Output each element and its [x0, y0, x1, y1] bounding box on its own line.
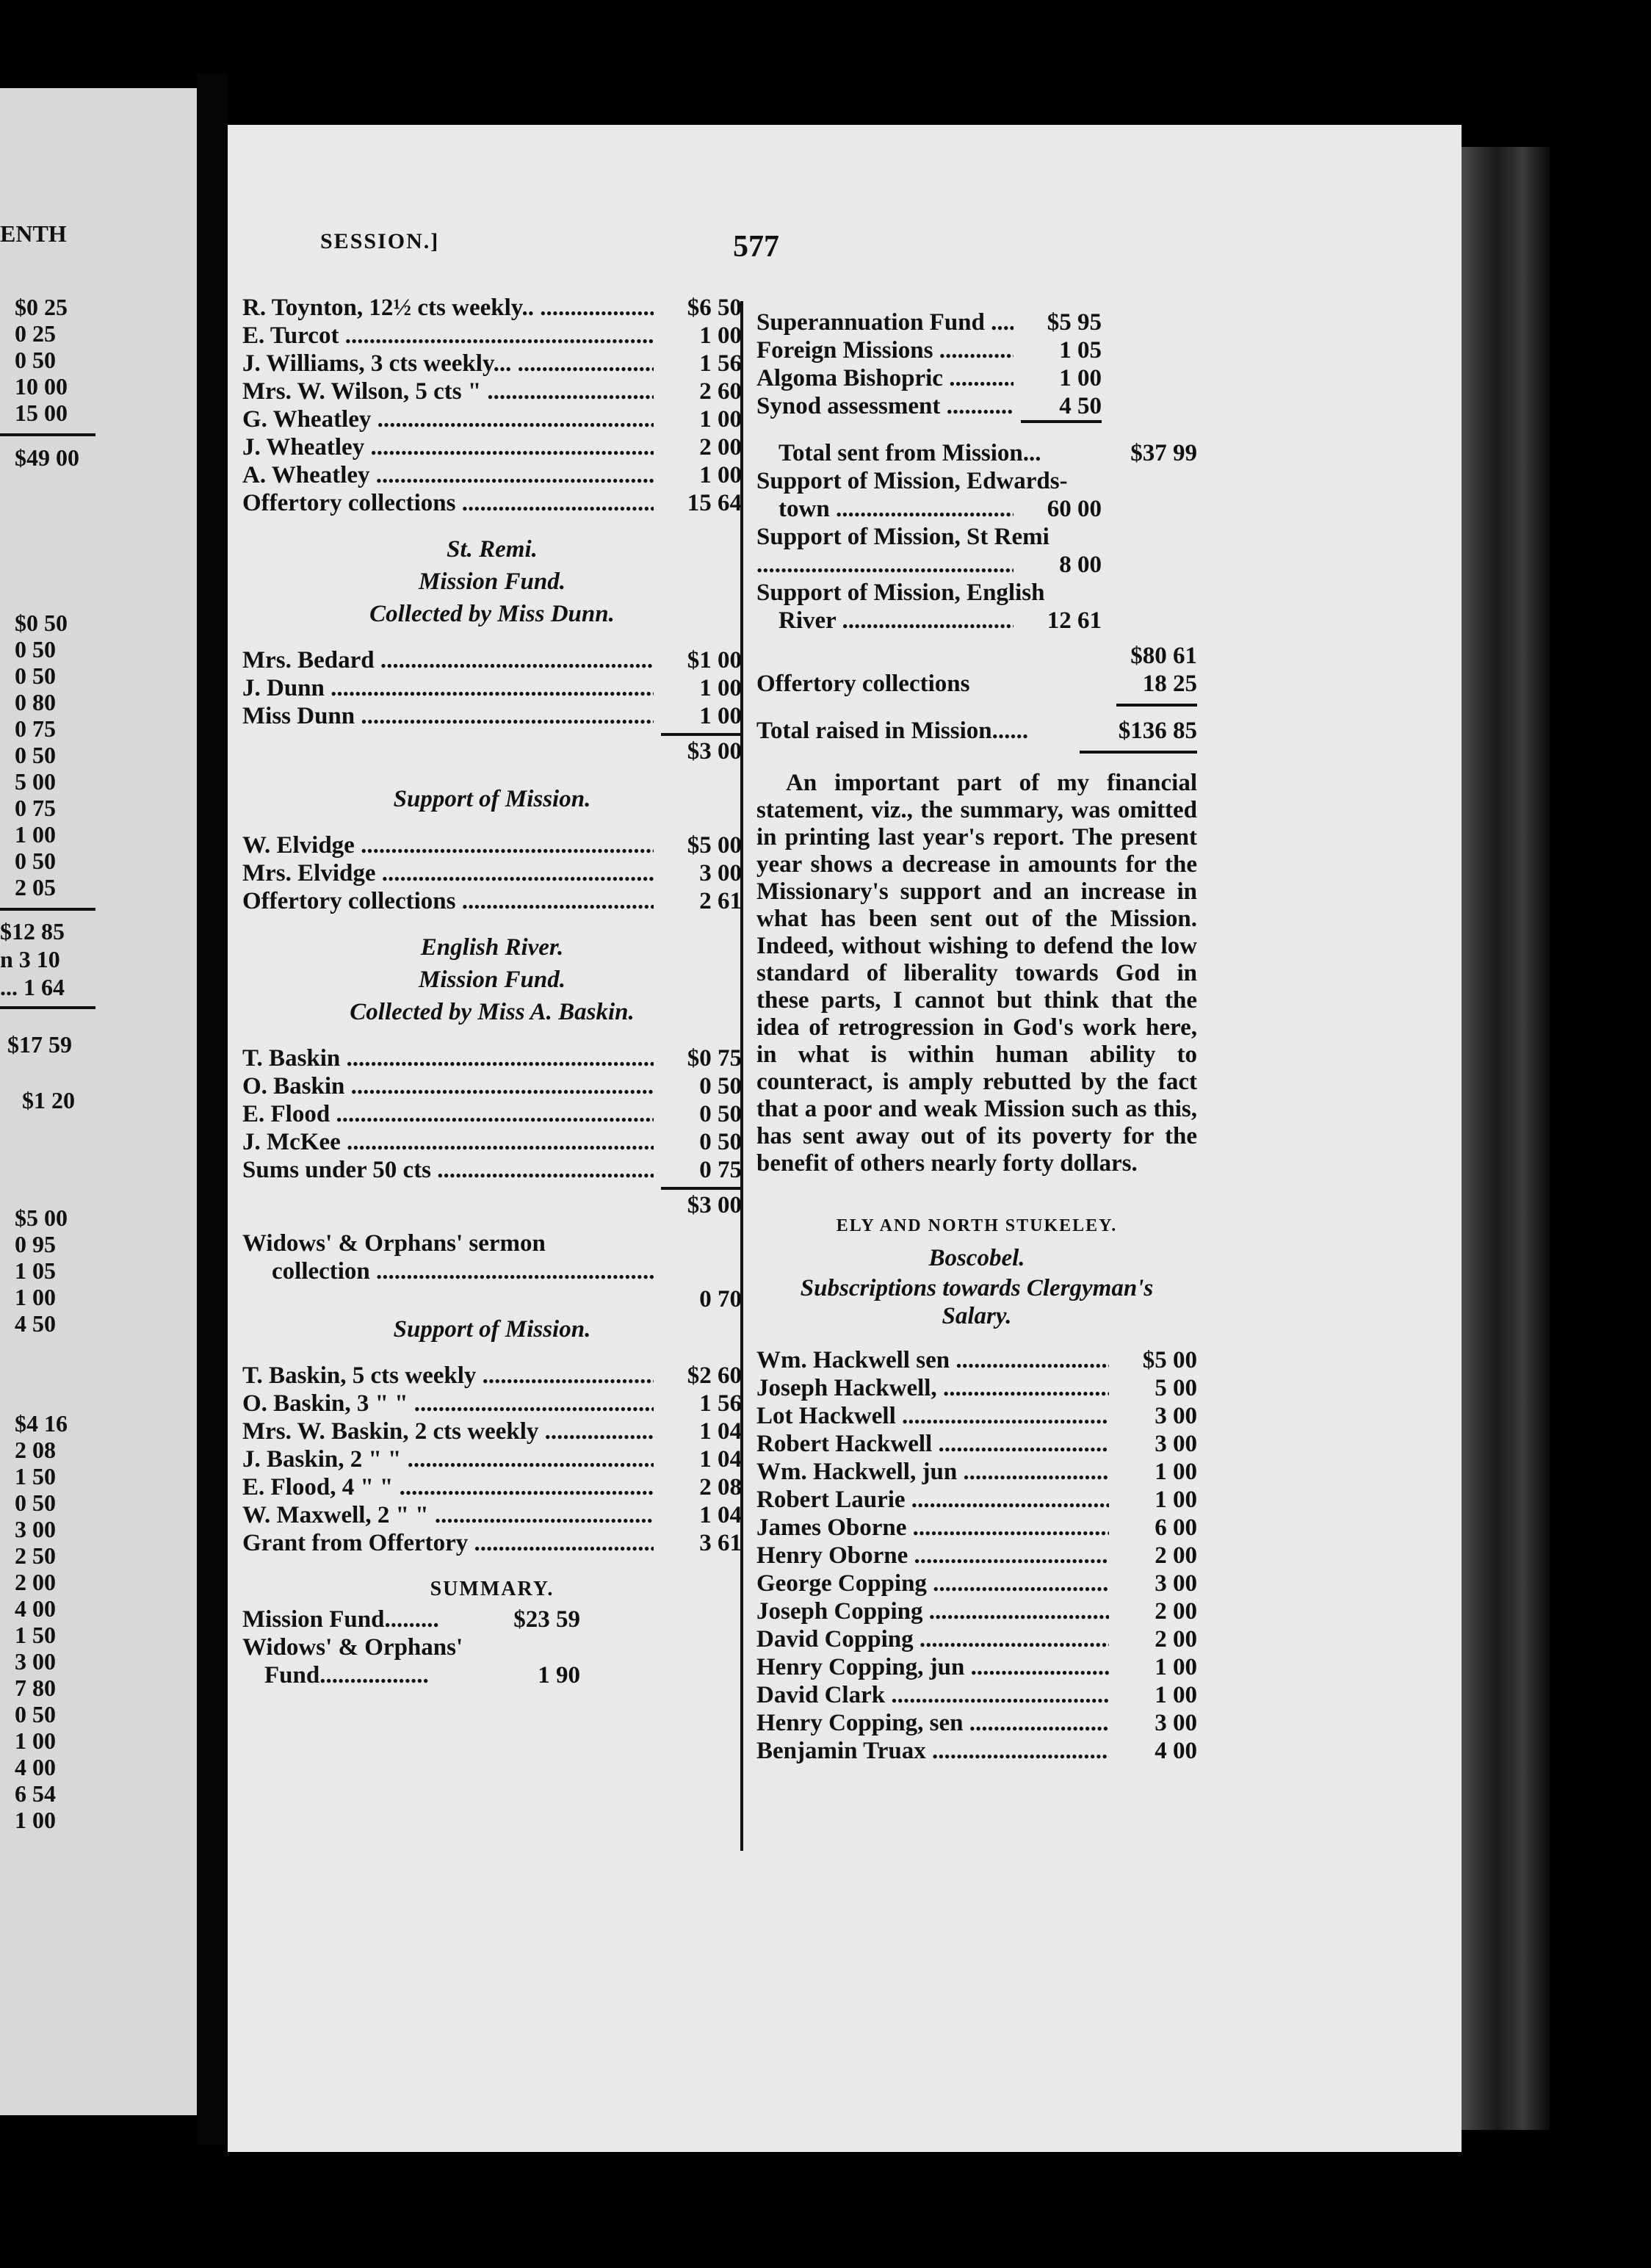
contribution-row-name: G. Wheatley .....	[242, 405, 654, 433]
salary-row	[756, 1346, 1197, 1374]
baskin-row-name: O. Baskin .....	[242, 1072, 654, 1100]
support-edwardstown-row	[756, 495, 1102, 523]
dunn-row-name: J. Dunn .....	[242, 674, 654, 702]
summary-widows-row	[242, 1661, 580, 1689]
support-row-name: Grant from Offertory .....	[242, 1529, 654, 1557]
contribution-row-amount: 1 00	[699, 322, 742, 349]
baskin-list	[242, 1044, 742, 1184]
contribution-row	[242, 461, 742, 489]
support-row	[242, 1362, 742, 1390]
book-page-edges	[1462, 147, 1550, 2130]
contribution-row-amount: 2 60	[699, 378, 742, 405]
sent-row	[756, 336, 1102, 364]
support-row	[242, 1390, 742, 1418]
salary-row	[756, 1737, 1197, 1765]
total-raised-amount: $136 85	[1118, 718, 1197, 744]
salary-list	[756, 1346, 1197, 1765]
salary-row-amount: 2 00	[1155, 1626, 1197, 1653]
st-remi-heading: St. Remi.	[447, 536, 538, 563]
mission-fund-heading-2: Mission Fund.	[419, 967, 566, 993]
left-amount: 2 00	[15, 1569, 56, 1595]
elvidge-list	[242, 831, 742, 915]
widows-row	[242, 1257, 742, 1285]
left-amount: $4 16	[15, 1410, 68, 1437]
left-header-fragment: ENTH	[0, 220, 67, 247]
sent-row	[756, 308, 1102, 336]
contribution-row-amount: 1 00	[699, 462, 742, 488]
salary-row	[756, 1458, 1197, 1486]
left-amount: 0 50	[15, 742, 56, 768]
left-amount: 1 00	[15, 1284, 56, 1310]
support-row	[242, 1529, 742, 1557]
sent-row-name: Superannuation Fund .....	[756, 308, 1014, 336]
sent-row-name: Foreign Missions .....	[756, 336, 1014, 364]
left-amount: 0 95	[15, 1231, 56, 1257]
sent-row-amount: 1 05	[1059, 337, 1102, 364]
contribution-row-name: R. Toynton, 12½ cts weekly.. .....	[242, 294, 654, 322]
subscriptions-heading-1: Subscriptions towards Clergyman's	[800, 1275, 1154, 1301]
left-total-3: $17 59	[7, 1031, 72, 1058]
support-of-mission-heading-2: Support of Mission.	[393, 1316, 591, 1343]
left-amount: 4 00	[15, 1595, 56, 1622]
left-amount: 1 00	[15, 821, 56, 848]
summary-widows-amount: 1 90	[538, 1662, 580, 1689]
salary-row-name: James Oborne .....	[756, 1514, 1109, 1542]
support-row-amount: 1 04	[699, 1502, 742, 1528]
elvidge-row	[242, 887, 742, 915]
support-edwardstown-amount: 60 00	[1047, 496, 1102, 522]
left-amount: 0 50	[15, 1701, 56, 1727]
contribution-row-name: E. Turcot .....	[242, 322, 654, 350]
left-amount: 0 50	[15, 662, 56, 689]
contribution-row	[242, 433, 742, 461]
dunn-row-amount: 1 00	[699, 675, 742, 701]
baskin-row-name: Sums under 50 cts .....	[242, 1156, 654, 1184]
offertory-label: Offertory collections	[756, 671, 970, 697]
support-edwardstown-1: Support of Mission, Edwards-	[756, 468, 1068, 494]
total-sent-row	[756, 439, 1197, 467]
contribution-row-name: A. Wheatley .....	[242, 461, 654, 489]
left-rule	[0, 433, 95, 436]
contribution-row-name: Offertory collections .....	[242, 489, 654, 517]
elvidge-row-name: Mrs. Elvidge .....	[242, 859, 654, 887]
elvidge-row-amount: 3 00	[699, 860, 742, 886]
collected-dunn-heading: Collected by Miss Dunn.	[369, 601, 615, 627]
page-number: 577	[733, 230, 779, 264]
left-amount: $5 00	[15, 1205, 68, 1231]
contribution-row-amount: 1 56	[699, 350, 742, 377]
left-amount: 2 50	[15, 1542, 56, 1569]
salary-row-amount: 3 00	[1155, 1431, 1197, 1457]
elvidge-row-amount: $5 00	[687, 832, 742, 859]
left-amount: 1 00	[15, 1727, 56, 1754]
boscobel-heading: Boscobel.	[928, 1245, 1025, 1271]
collected-baskin-heading: Collected by Miss A. Baskin.	[350, 999, 635, 1025]
total-sent-amount: $37 99	[1130, 440, 1197, 466]
baskin-row-name: J. McKee .....	[242, 1128, 654, 1156]
superannuation-list	[756, 308, 1102, 420]
left-line-n: n 3 10	[0, 946, 60, 972]
salary-row	[756, 1430, 1197, 1458]
support-edwardstown-2: town .....	[778, 495, 1014, 523]
sent-row	[756, 392, 1102, 420]
left-amount: 0 50	[15, 848, 56, 874]
baskin-row-amount: 0 75	[699, 1157, 742, 1183]
baskin-row-amount: 0 50	[699, 1129, 742, 1155]
baskin-row	[242, 1128, 742, 1156]
support-list	[242, 1362, 742, 1557]
left-amount: 0 80	[15, 689, 56, 715]
left-amount: 4 00	[15, 1754, 56, 1780]
left-amount: 5 00	[15, 768, 56, 795]
sent-row-name: Synod assessment .....	[756, 392, 1014, 420]
baskin-row	[242, 1100, 742, 1128]
left-amount: 15 00	[15, 400, 68, 426]
subtotal: $80 61	[1130, 643, 1197, 669]
ely-heading: ELY AND NORTH STUKELEY.	[836, 1216, 1118, 1235]
summary-mission-label: Mission Fund.........	[242, 1606, 439, 1633]
salary-row-name: David Clark .....	[756, 1681, 1109, 1709]
summary-widows-label-2: Fund..................	[264, 1662, 429, 1689]
gutter	[197, 73, 228, 2145]
support-row-name: T. Baskin, 5 cts weekly .....	[242, 1362, 654, 1390]
salary-row-amount: 5 00	[1155, 1375, 1197, 1401]
support-english-1: Support of Mission, English	[756, 579, 1045, 606]
salary-row	[756, 1374, 1197, 1402]
support-row-name: Mrs. W. Baskin, 2 cts weekly .....	[242, 1418, 654, 1445]
salary-row-name: Wm. Hackwell, jun .....	[756, 1458, 1109, 1486]
salary-row-name: Robert Hackwell .....	[756, 1430, 1109, 1458]
salary-row-amount: 3 00	[1155, 1710, 1197, 1736]
left-amount: 0 25	[15, 320, 56, 347]
section-header: SESSION.]	[320, 229, 440, 253]
widows-line-2: collection .....	[272, 1257, 654, 1285]
toynton-list	[242, 294, 742, 517]
salary-row	[756, 1514, 1197, 1542]
support-of-mission-heading: Support of Mission.	[393, 786, 591, 812]
contribution-row-name: Mrs. W. Wilson, 5 cts " .....	[242, 378, 654, 405]
elvidge-row-name: W. Elvidge .....	[242, 831, 654, 859]
summary-mission-amount: $23 59	[513, 1606, 580, 1633]
salary-row	[756, 1542, 1197, 1570]
left-amount: 0 50	[15, 1489, 56, 1516]
left-amount: 3 00	[15, 1516, 56, 1542]
dunn-row-name: Miss Dunn .....	[242, 702, 654, 730]
elvidge-row-amount: 2 61	[699, 888, 742, 914]
left-total-1: $49 00	[15, 444, 79, 471]
support-english-row	[756, 607, 1102, 635]
salary-row	[756, 1653, 1197, 1681]
support-row	[242, 1501, 742, 1529]
left-amount: 0 50	[15, 347, 56, 373]
widows-line-1: Widows' & Orphans' sermon	[242, 1230, 546, 1257]
left-amount: $0 50	[15, 610, 68, 636]
summary-mission-row	[242, 1606, 580, 1633]
contribution-row-amount: $6 50	[687, 295, 742, 321]
financial-statement-paragraph: An important part of my financial statement, viz., the summary, was omitted in printing last year's report. The present year shows a decrease in amounts for the Missionary's support and an increase in what has been sent out of the Mission. Indeed, without wishing to defend the low standard of liberality towards God in these parts, I cannot but think that the idea of retrogression in God's work here, in what is within human ability to counteract, is amply rebutted by the fact that a poor and weak Mission such as this, has sent away out of its poverty for the benefit of others nearly forty dollars.	[756, 770, 1197, 1177]
support-row-name: J. Baskin, 2 " " .....	[242, 1445, 654, 1473]
left-amount: 1 50	[15, 1463, 56, 1489]
left-amount: 0 75	[15, 715, 56, 742]
left-amount: 2 08	[15, 1437, 56, 1463]
salary-row-name: Henry Copping, sen .....	[756, 1709, 1109, 1737]
left-page-fragment	[0, 88, 197, 2115]
support-row-name: E. Flood, 4 " " .....	[242, 1473, 654, 1501]
elvidge-row	[242, 859, 742, 887]
total-sent-label: Total sent from Mission...	[778, 440, 1041, 466]
left-column	[242, 294, 742, 1689]
left-amount: 1 50	[15, 1622, 56, 1648]
support-stremi-row	[756, 551, 1102, 579]
support-row-amount: 1 04	[699, 1446, 742, 1473]
widows-amount: 0 70	[699, 1286, 742, 1312]
salary-row-name: Henry Oborne .....	[756, 1542, 1109, 1570]
contribution-row-amount: 1 00	[699, 406, 742, 433]
left-amount: 10 00	[15, 373, 68, 400]
left-amount: $0 25	[15, 294, 68, 320]
support-english-amount: 12 61	[1047, 607, 1102, 634]
support-row	[242, 1418, 742, 1445]
baskin-row-name: T. Baskin .....	[242, 1044, 654, 1072]
salary-row-amount: 3 00	[1155, 1570, 1197, 1597]
left-rule	[0, 1006, 95, 1009]
contribution-row	[242, 322, 742, 350]
salary-row	[756, 1681, 1197, 1709]
left-total-2: $12 85	[0, 918, 65, 945]
left-amount: 0 75	[15, 795, 56, 821]
salary-row-amount: 1 00	[1155, 1487, 1197, 1513]
salary-row-amount: 4 00	[1155, 1738, 1197, 1764]
salary-row-amount: $5 00	[1142, 1347, 1197, 1373]
salary-row-amount: 2 00	[1155, 1598, 1197, 1625]
salary-row-name: Robert Laurie .....	[756, 1486, 1109, 1514]
support-row-name: W. Maxwell, 2 " " .....	[242, 1501, 654, 1529]
total-raised-row	[756, 717, 1197, 745]
dunn-row	[242, 646, 742, 674]
contribution-row	[242, 294, 742, 322]
salary-row-amount: 1 00	[1155, 1682, 1197, 1708]
mission-fund-heading: Mission Fund.	[419, 568, 566, 595]
english-river-heading: English River.	[420, 934, 564, 961]
support-row-amount: 3 61	[699, 1530, 742, 1556]
baskin-row-amount: $0 75	[687, 1045, 742, 1072]
contribution-row	[242, 489, 742, 517]
left-amount: 2 05	[15, 874, 56, 900]
contribution-row-amount: 15 64	[687, 490, 742, 516]
salary-row-amount: 2 00	[1155, 1542, 1197, 1569]
sent-row-amount: 1 00	[1059, 365, 1102, 391]
left-amount: 3 00	[15, 1648, 56, 1675]
summary-heading: SUMMARY.	[430, 1578, 554, 1600]
salary-row-name: Joseph Copping .....	[756, 1597, 1109, 1625]
dunn-row-amount: $1 00	[687, 647, 742, 673]
dunn-list	[242, 646, 742, 730]
offertory-amount: 18 25	[1142, 671, 1197, 697]
sent-row-amount: $5 95	[1047, 309, 1102, 336]
baskin-row-name: E. Flood .....	[242, 1100, 654, 1128]
sent-row	[756, 364, 1102, 392]
salary-row-name: Joseph Hackwell, .....	[756, 1374, 1109, 1402]
sent-row-name: Algoma Bishopric .....	[756, 364, 1014, 392]
salary-row	[756, 1597, 1197, 1625]
salary-row-name: Henry Copping, jun .....	[756, 1653, 1109, 1681]
left-amount: 4 50	[15, 1310, 56, 1337]
left-amount: 7 80	[15, 1675, 56, 1701]
salary-row	[756, 1486, 1197, 1514]
baskin-row	[242, 1044, 742, 1072]
salary-row-name: Wm. Hackwell sen .....	[756, 1346, 1109, 1374]
support-stremi-1: Support of Mission, St Remi	[756, 524, 1050, 550]
elvidge-row	[242, 831, 742, 859]
support-row	[242, 1445, 742, 1473]
subscriptions-heading-2: Salary.	[942, 1303, 1012, 1329]
support-stremi-amount: 8 00	[1059, 552, 1102, 578]
salary-row	[756, 1570, 1197, 1597]
left-amount: 1 05	[15, 1257, 56, 1284]
support-row-amount: 2 08	[699, 1474, 742, 1500]
salary-row-name: Lot Hackwell .....	[756, 1402, 1109, 1430]
contribution-row-name: J. Williams, 3 cts weekly... .....	[242, 350, 654, 378]
dunn-row-amount: 1 00	[699, 703, 742, 729]
baskin-row	[242, 1156, 742, 1184]
dunn-row-name: Mrs. Bedard .....	[242, 646, 654, 674]
dunn-row	[242, 674, 742, 702]
baskin-total: $3 00	[661, 1187, 742, 1221]
support-row	[242, 1473, 742, 1501]
dunn-total: $3 00	[661, 733, 742, 767]
contribution-row	[242, 405, 742, 433]
rule	[1116, 704, 1197, 707]
left-amount: 0 50	[15, 636, 56, 662]
support-row-amount: $2 60	[687, 1362, 742, 1389]
contribution-row-name: J. Wheatley .....	[242, 433, 654, 461]
salary-row-amount: 1 00	[1155, 1654, 1197, 1680]
left-single: $1 20	[22, 1087, 75, 1113]
left-rule	[0, 908, 95, 911]
total-raised-label: Total raised in Mission......	[756, 718, 1029, 744]
contribution-row	[242, 350, 742, 378]
contribution-row	[242, 378, 742, 405]
salary-row-name: George Copping .....	[756, 1570, 1109, 1597]
dunn-row	[242, 702, 742, 730]
salary-row-name: Benjamin Truax .....	[756, 1737, 1109, 1765]
left-line-dots: ... 1 64	[0, 974, 65, 1000]
elvidge-row-name: Offertory collections .....	[242, 887, 654, 915]
support-row-amount: 1 04	[699, 1418, 742, 1445]
offertory-row	[756, 670, 1197, 698]
support-row-name: O. Baskin, 3 " " .....	[242, 1390, 654, 1418]
sent-row-amount: 4 50	[1059, 393, 1102, 419]
summary-widows-label-1: Widows' & Orphans'	[242, 1634, 463, 1661]
salary-row	[756, 1402, 1197, 1430]
salary-row-amount: 6 00	[1155, 1514, 1197, 1541]
salary-row-name: David Copping .....	[756, 1625, 1109, 1653]
right-column	[756, 308, 1197, 1765]
support-row-amount: 1 56	[699, 1390, 742, 1417]
baskin-row-amount: 0 50	[699, 1073, 742, 1099]
left-amount: 1 00	[15, 1807, 56, 1833]
support-english-2: River .....	[778, 607, 1014, 635]
baskin-row-amount: 0 50	[699, 1101, 742, 1127]
contribution-row-amount: 2 00	[699, 434, 742, 461]
baskin-row	[242, 1072, 742, 1100]
left-amount: 6 54	[15, 1780, 56, 1807]
salary-row-amount: 1 00	[1155, 1459, 1197, 1485]
salary-row-amount: 3 00	[1155, 1403, 1197, 1429]
salary-row	[756, 1625, 1197, 1653]
salary-row	[756, 1709, 1197, 1737]
